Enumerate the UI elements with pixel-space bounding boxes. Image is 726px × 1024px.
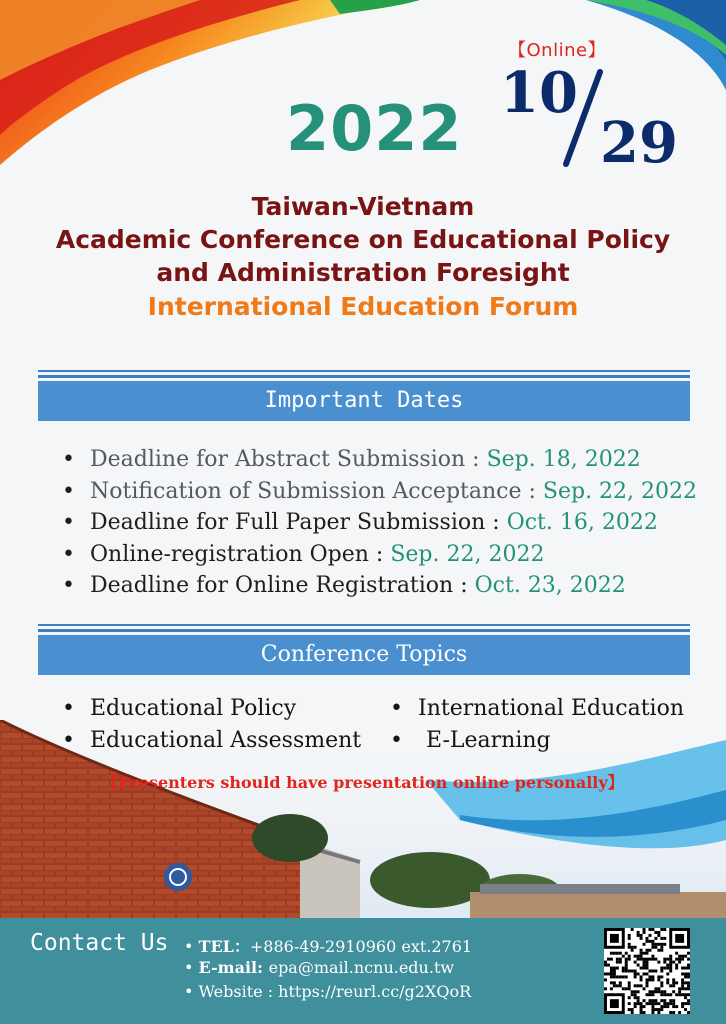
date-value: Oct. 16, 2022 xyxy=(506,510,658,536)
topic-item: • Educational Policy xyxy=(62,696,297,721)
online-badge: 【Online】 xyxy=(508,40,607,61)
date-day: 29 xyxy=(600,110,678,176)
important-dates-banner: Important Dates xyxy=(38,378,690,421)
contact-email: • E-mail: epa@mail.ncnu.edu.tw xyxy=(184,958,455,977)
topic-item: • International Education xyxy=(390,696,684,721)
topic-label: International Education xyxy=(418,696,684,721)
date-value: Sep. 22, 2022 xyxy=(542,478,698,504)
date-label: Online-registration Open : xyxy=(90,541,391,567)
date-value: Oct. 23, 2022 xyxy=(474,573,626,599)
date-label: Notification of Submission Acceptance : xyxy=(90,478,543,504)
presenter-note: 【Presenters should have presentation online personally】 xyxy=(102,773,624,792)
date-label: Deadline for Abstract Submission : xyxy=(90,447,487,472)
title-line-2: Academic Conference on Educational Policy xyxy=(55,225,671,254)
date-label: Deadline for Online Registration : xyxy=(90,573,475,599)
tel-value[interactable]: +886-49-2910960 ext.2761 xyxy=(249,937,473,956)
date-month: 10 xyxy=(500,60,578,126)
title-line-1: Taiwan-Vietnam xyxy=(251,192,475,221)
forum-title: International Education Forum xyxy=(147,292,579,321)
list-item: • Deadline for Online Registration : Oct. 23, 2022 xyxy=(62,573,626,599)
conference-title xyxy=(0,190,726,325)
title-line-3: and Administration Foresight xyxy=(156,258,570,287)
divider-line xyxy=(38,370,690,372)
date-label: Deadline for Full Paper Submission : xyxy=(90,510,507,536)
topic-label: Educational Policy xyxy=(90,696,297,721)
tel-label: TEL： xyxy=(198,937,250,956)
topic-item: • E-Learning xyxy=(390,728,551,753)
qr-code-icon[interactable] xyxy=(604,928,690,1014)
topic-item: • Educational Assessment xyxy=(62,728,362,753)
conference-topics-banner: Conference Topics xyxy=(38,632,690,675)
topic-label: E-Learning xyxy=(426,728,551,753)
list-item: • Deadline for Full Paper Submission : Oct. 16, 2022 xyxy=(62,510,658,536)
contact-heading: Contact Us xyxy=(30,930,169,956)
list-item: • Online-registration Open : Sep. 22, 2022 xyxy=(62,541,545,567)
list-item: • Deadline for Abstract Submission : Sep. 18, 2022 xyxy=(62,447,641,472)
topic-label: Educational Assessment xyxy=(90,728,362,753)
divider-line xyxy=(38,624,690,626)
date-value: Sep. 22, 2022 xyxy=(390,541,545,567)
contact-tel: • TEL：+886-49-2910960 ext.2761 xyxy=(184,937,473,956)
year-text: 2022 xyxy=(286,92,463,165)
list-item: • Notification of Submission Acceptance : Sep. 22, 2022 xyxy=(62,478,698,504)
email-link[interactable]: epa@mail.ncnu.edu.tw xyxy=(268,958,455,977)
important-dates-list xyxy=(62,444,697,602)
website-label: Website : xyxy=(198,982,279,1001)
website-link[interactable]: https://reurl.cc/g2XQoR xyxy=(278,982,472,1001)
email-label: E-mail: xyxy=(198,958,269,977)
contact-website: • Website : https://reurl.cc/g2XQoR xyxy=(184,982,472,1001)
date-value: Sep. 18, 2022 xyxy=(486,447,641,472)
